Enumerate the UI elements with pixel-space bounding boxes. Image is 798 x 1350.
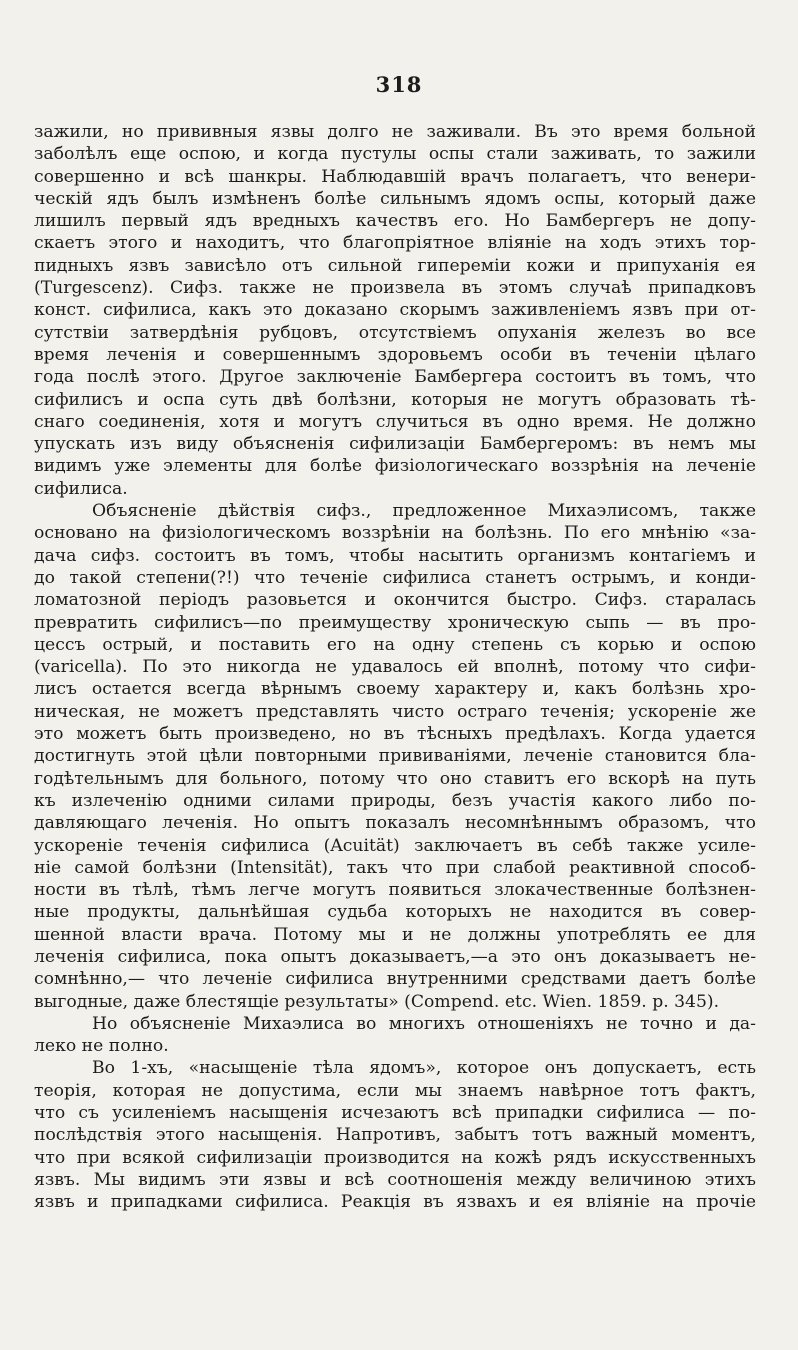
- text-line: леко не полно.: [34, 1036, 169, 1057]
- text-line: послѣдствія этого насыщенія. Напротивъ, забытъ тотъ важный моментъ,: [34, 1125, 756, 1146]
- text-line: лишилъ первый ядъ вредныхъ качествъ его. Но Бамбергеръ не допу-: [34, 211, 756, 232]
- text-line: зажили, но прививныя язвы долго не заживали. Въ это время больной: [34, 122, 756, 142]
- text-line: совершенно и всѣ шанкры. Наблюдавшій врачъ полагаетъ, что венери-: [34, 166, 756, 187]
- text-line: пидныхъ язвъ зависѣло отъ сильной гипереміи кожи и припуханія ея: [34, 255, 756, 276]
- text-line: ности въ тѣлѣ, тѣмъ легче могутъ появиться злокачественные болѣзнен-: [34, 880, 756, 901]
- text-line: основано на физіологическомъ воззрѣніи на болѣзнь. По его мнѣнію «за-: [34, 523, 756, 544]
- text-line: ніе самой болѣзни (Intensität), такъ что при слабой реактивной способ-: [34, 857, 756, 878]
- text-line: заболѣлъ еще оспою, и когда пустулы оспы стали заживать, то зажили: [34, 144, 756, 165]
- text-line: время леченія и совершеннымъ здоровьемъ особи въ теченіи цѣлаго: [34, 344, 756, 365]
- text-line: сомнѣнно,— что леченіе сифилиса внутренними средствами даетъ болѣе: [34, 969, 756, 990]
- text-line: сифилисъ и оспа суть двѣ болѣзни, которыя не могутъ образовать тѣ-: [34, 389, 756, 410]
- text-line: цессъ острый, и поставить его на одну степень съ корью и оспою: [34, 634, 756, 655]
- text-line: ломатозной періодъ разовьется и окончится быстро. Сифз. старалась: [34, 590, 756, 611]
- text-line: (varicella). По это никогда не удавалось ей вполнѣ, потому что сифи-: [34, 657, 756, 678]
- text-line: до такой степени(?!) что теченіе сифилиса станетъ острымъ, и конди-: [34, 567, 756, 588]
- text-line: года послѣ этого. Другое заключеніе Бамбергера состоитъ въ томъ, что: [34, 367, 756, 388]
- text-line: язвъ. Мы видимъ эти язвы и всѣ соотношенія между величиною этихъ: [34, 1169, 756, 1190]
- text-line: ускореніе теченія сифилиса (Acuität) заключаетъ въ себѣ также усиле-: [34, 835, 756, 856]
- text-line: лисъ остается всегда вѣрнымъ своему характеру и, какъ болѣзнь хро-: [34, 679, 756, 700]
- text-line: сутствіи затвердѣнія рубцовъ, отсутствіемъ опуханія железъ во все: [34, 322, 756, 343]
- text-line: это можетъ быть произведено, но въ тѣсныхъ предѣлахъ. Когда удается: [34, 724, 756, 745]
- text-line: дача сифз. состоитъ въ томъ, чтобы насытить организмъ контагіемъ и: [34, 545, 756, 566]
- text-line: къ излеченію одними силами природы, безъ участія какого либо по-: [34, 790, 756, 811]
- text-line: язвъ и припадками сифилиса. Реакція въ язвахъ и ея вліяніе на прочіе: [34, 1192, 756, 1213]
- text-line: шенной власти врача. Потому мы и не должны употреблять ее для: [34, 924, 756, 945]
- body-text: [34, 121, 756, 1214]
- text-line: конст. сифилиса, какъ это доказано скорымъ заживленіемъ язвъ при от-: [34, 300, 756, 321]
- text-line: ческій ядъ былъ измѣненъ болѣе сильнымъ ядомъ оспы, который даже: [34, 188, 756, 209]
- text-line: сифилиса.: [34, 478, 128, 499]
- text-line: Но объясненіе Михаэлиса во многихъ отношеніяхъ не точно и да-: [92, 1013, 756, 1034]
- text-line: леченія сифилиса, пока опытъ доказываетъ,—а это онъ доказываетъ не-: [34, 946, 756, 967]
- text-line: годѣтельнымъ для больного, потому что оно ставитъ его вскорѣ на путь: [34, 768, 756, 789]
- text-line: Во 1-хъ, «насыщеніе тѣла ядомъ», которое онъ допускаетъ, есть: [92, 1058, 756, 1079]
- text-line: видимъ уже элементы для болѣе физіологическаго воззрѣнія на леченіе: [34, 456, 756, 477]
- text-line: упускать изъ виду объясненія сифилизаціи Бамбергеромъ: въ немъ мы: [34, 434, 756, 455]
- page-number: 318: [375, 72, 423, 97]
- text-line: достигнуть этой цѣли повторными прививаніями, леченіе становится бла-: [34, 746, 756, 767]
- text-line: теорія, которая не допустима, если мы знаемъ навѣрное тотъ фактъ,: [34, 1080, 756, 1101]
- text-line: скаетъ этого и находитъ, что благопріятное вліяніе на ходъ этихъ тор-: [34, 233, 756, 254]
- text-line: превратить сифилисъ—по преимуществу хроническую сыпь — въ про-: [34, 612, 756, 633]
- text-line: снаго соединенія, хотя и могутъ случиться въ одно время. Не должно: [34, 411, 756, 432]
- text-line: давляющаго леченія. Но опытъ показалъ несомнѣннымъ образомъ, что: [34, 813, 756, 834]
- text-line: ные продукты, дальнѣйшая судьба которыхъ не находится въ совер-: [34, 902, 756, 923]
- text-line: что при всякой сифилизаціи производится на кожѣ рядъ искусственныхъ: [34, 1147, 756, 1168]
- text-line: ническая, не можетъ представлять чисто остраго теченія; ускореніе же: [34, 701, 756, 722]
- text-line: что съ усиленіемъ насыщенія исчезаютъ всѣ припадки сифилиса — по-: [34, 1103, 756, 1124]
- text-line: Объясненіе дѣйствія сифз., предложенное Михаэлисомъ, также: [92, 501, 756, 522]
- text-line: выгодные, даже блестящіе результаты» (Compend. etc. Wien. 1859. p. 345).: [34, 991, 720, 1012]
- text-line: (Turgescenz). Сифз. также не произвела въ этомъ случаѣ припадковъ: [34, 278, 756, 299]
